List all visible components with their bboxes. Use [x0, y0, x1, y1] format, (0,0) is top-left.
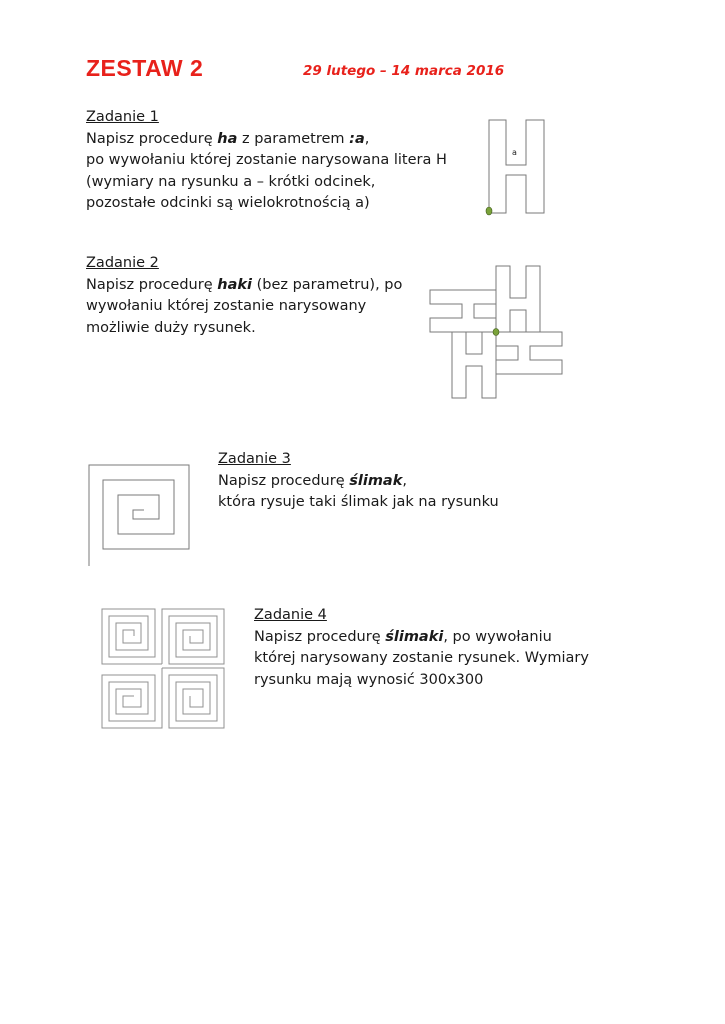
task-3: [218, 449, 499, 514]
snail-bottom-right: [162, 668, 224, 728]
turtle-icon: [486, 207, 492, 215]
task-4: [254, 605, 589, 691]
snail-bottom-left: [102, 668, 162, 728]
task-line: możliwie duży rysunek.: [86, 319, 256, 336]
figure-label-a: a: [512, 148, 517, 157]
task-line: (wymiary na rysunku a – krótki odcinek,: [86, 173, 376, 190]
hooks-figure: [424, 262, 570, 404]
task-line: której narysowany zostanie rysunek. Wymiary: [254, 650, 589, 666]
turtle-icon: [493, 329, 499, 336]
task-heading: Zadanie 3: [218, 451, 291, 467]
task-line: po wywołaniu której zostanie narysowana litera H: [86, 152, 447, 168]
task-heading: Zadanie 2: [86, 255, 159, 271]
snail-figure: [85, 460, 195, 570]
page-title: ZESTAW 2: [86, 55, 204, 81]
task-line: Napisz procedurę ślimaki, po wywołaniu: [254, 628, 552, 645]
letter-h-figure: [480, 115, 552, 220]
snail-spiral: [89, 465, 189, 566]
task-line: pozostałe odcinki są wielokrotnością a): [86, 195, 370, 211]
task-2: [86, 253, 402, 339]
letter-h-outline: [489, 120, 544, 213]
task-line: Napisz procedurę haki (bez parametru), po: [86, 276, 403, 293]
snail-top-left: [102, 609, 162, 664]
task-line: Napisz procedurę ślimak,: [218, 472, 407, 489]
task-heading: Zadanie 1: [86, 109, 159, 125]
task-line: która rysuje taki ślimak jak na rysunku: [218, 494, 499, 510]
snails-figure: [100, 606, 228, 732]
task-line: wywołaniu której zostanie narysowany: [86, 298, 367, 314]
task-1: [86, 107, 447, 215]
date-range: 29 lutego – 14 marca 2016: [303, 63, 505, 79]
task-line: Napisz procedurę ha z parametrem :a,: [86, 130, 370, 147]
task-line: rysunku mają wynosić 300x300: [254, 671, 484, 688]
task-heading: Zadanie 4: [254, 607, 327, 623]
snail-top-right: [162, 609, 224, 664]
